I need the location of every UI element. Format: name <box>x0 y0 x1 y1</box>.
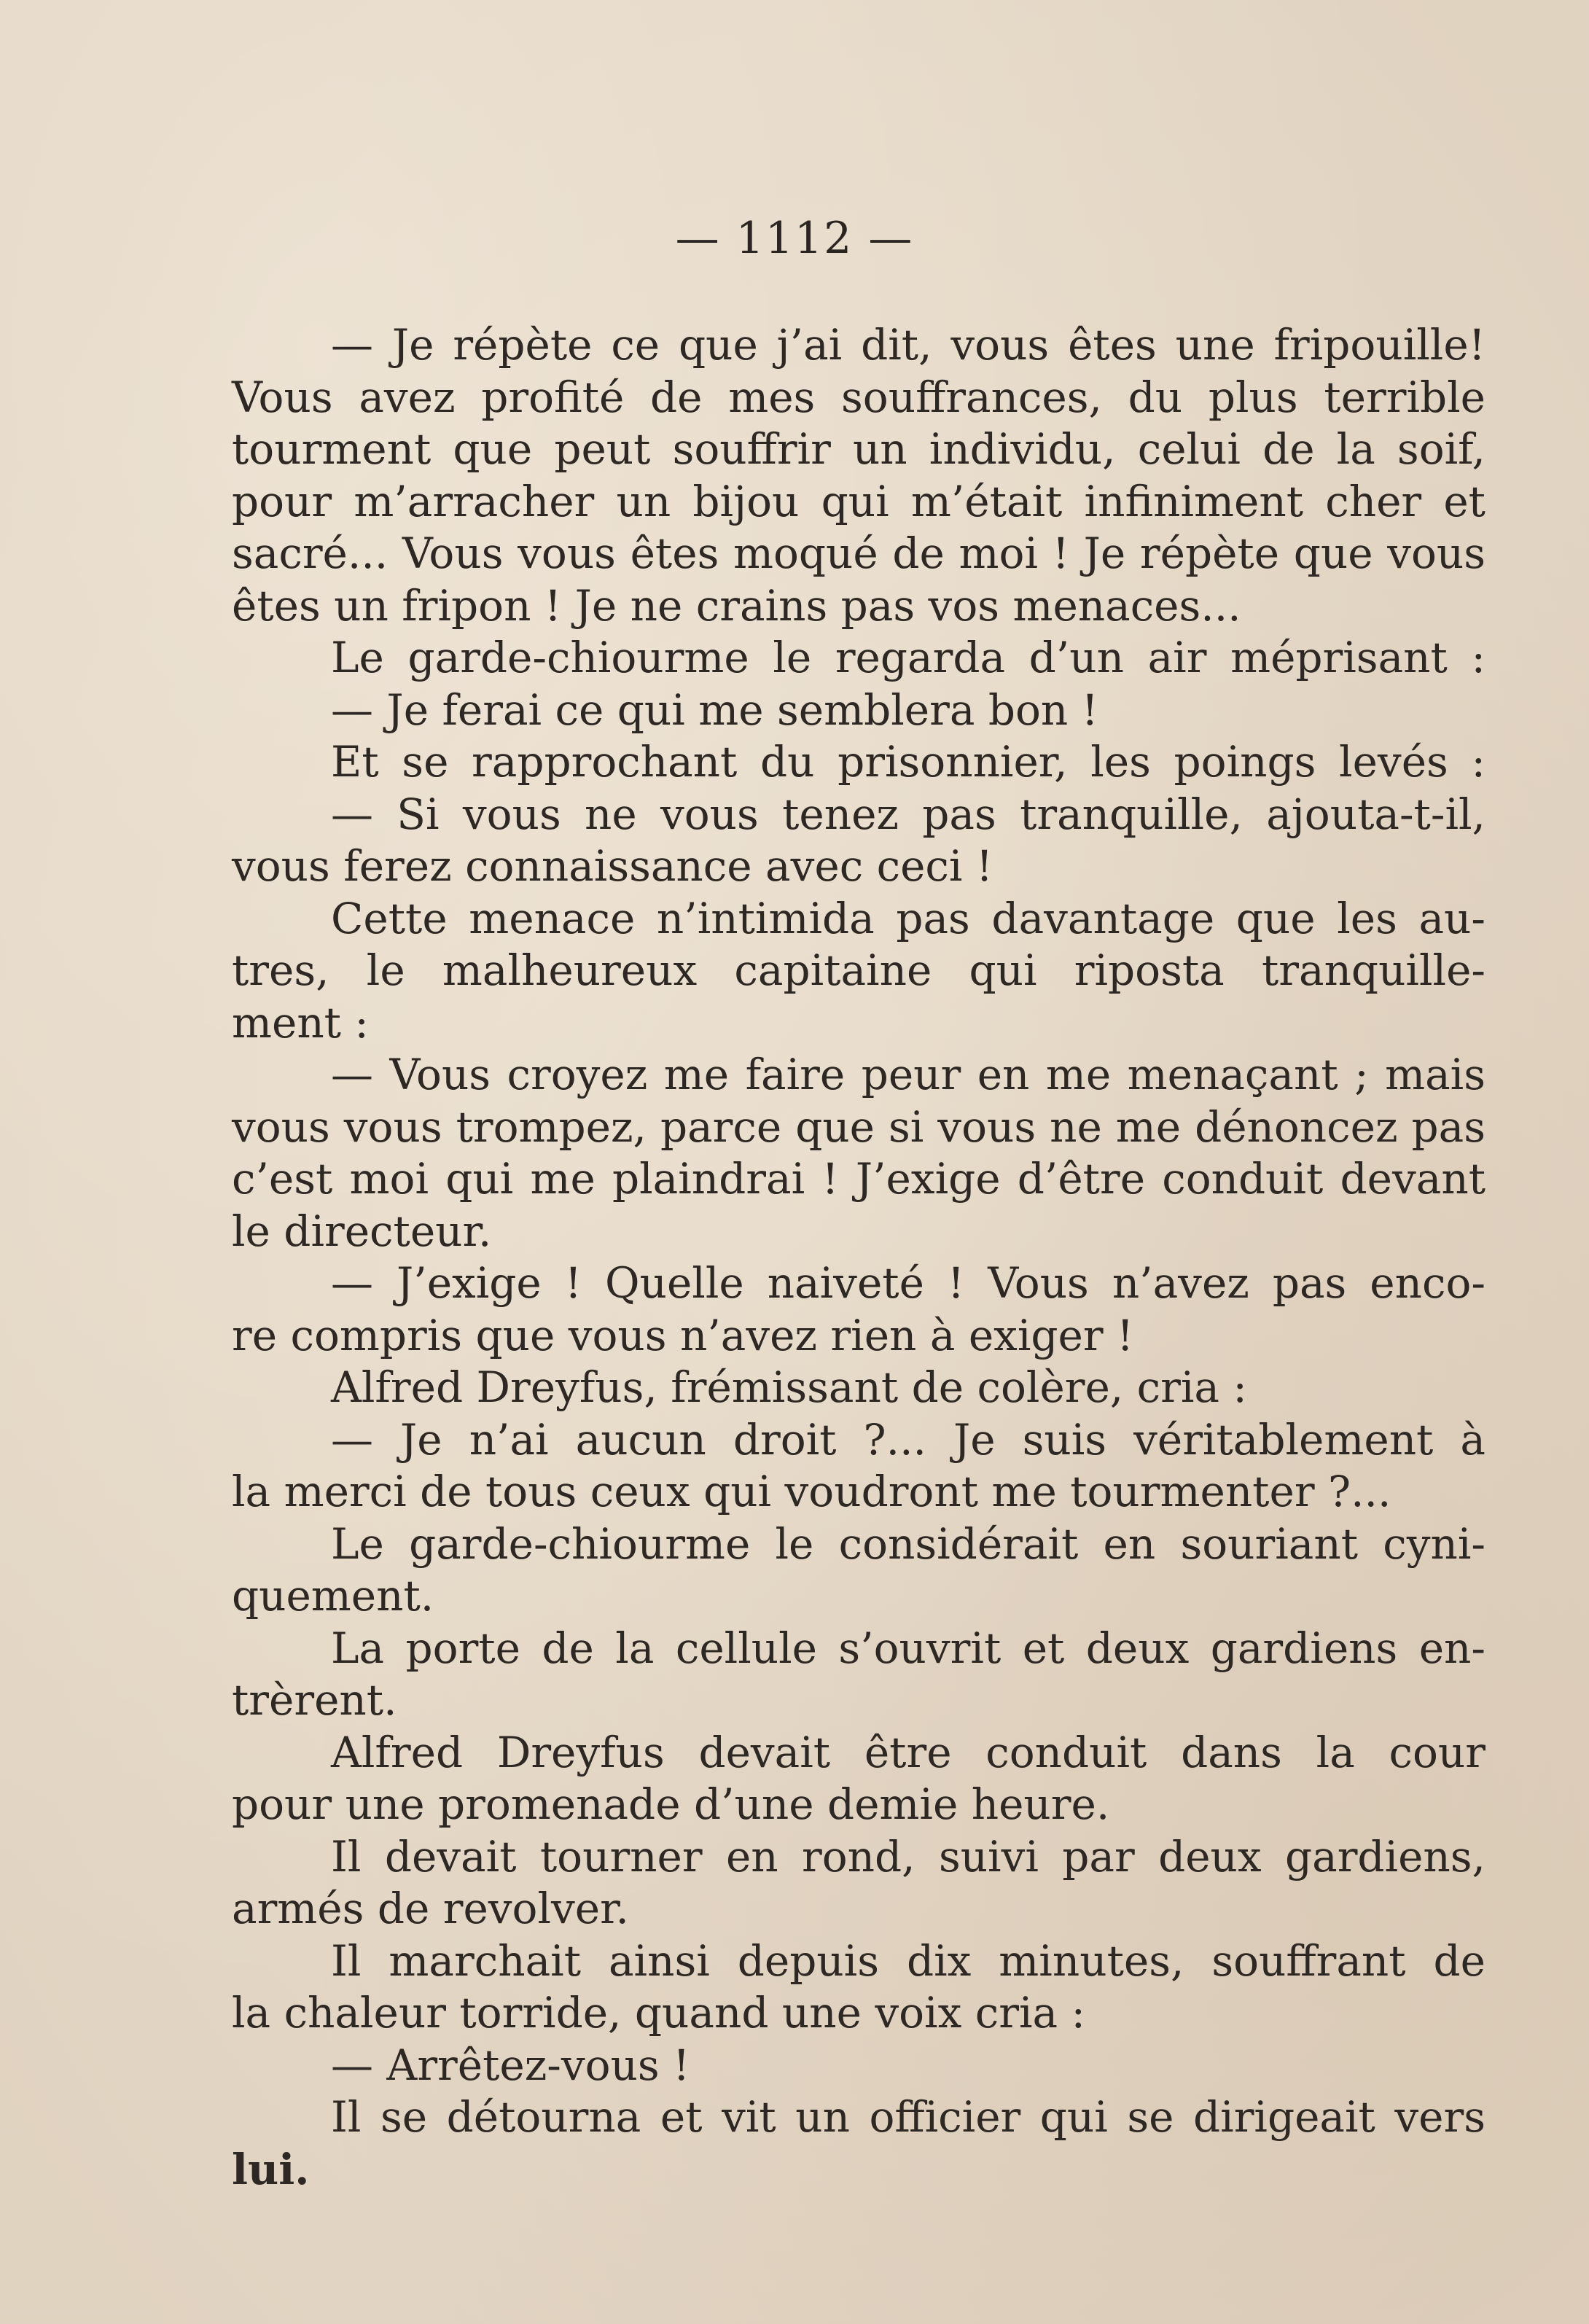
text-line: Il se détourna et vit un officier qui se dirigeait vers <box>331 2092 1485 2142</box>
text-line: — Je répète ce que j’ai dit, vous êtes une fripouille! <box>331 320 1485 370</box>
text-line: trèrent. <box>232 1675 397 1725</box>
text-line: Il devait tourner en rond, suivi par deux gardiens, <box>331 1831 1485 1882</box>
text-line: re compris que vous n’avez rien à exiger ! <box>232 1310 1134 1360</box>
text-line: Le garde-chiourme le regarda d’un air méprisant : <box>331 633 1485 682</box>
text-line: c’est moi qui me plaindrai ! J’exige d’être conduit devant <box>232 1154 1485 1204</box>
text-line: pour une promenade d’une demie heure. <box>232 1779 1110 1829</box>
page-number: — 1112 — <box>675 213 914 264</box>
text-line: La porte de la cellule s’ouvrit et deux gardiens en- <box>331 1623 1485 1673</box>
text-line: tres, le malheureux capitaine qui riposta tranquille- <box>232 945 1485 995</box>
text-line: armés de revolver. <box>232 1884 629 1933</box>
text-line: le directeur. <box>232 1206 492 1256</box>
text-line: Et se rapprochant du prisonnier, les poings levés : <box>331 737 1485 787</box>
text-line: — J’exige ! Quelle naiveté ! Vous n’avez pas enco- <box>331 1258 1485 1308</box>
text-line: la merci de tous ceux qui voudront me tourmenter ?... <box>232 1467 1391 1516</box>
text-line: la chaleur torride, quand une voix cria : <box>232 1988 1086 2038</box>
text-line: Alfred Dreyfus, frémissant de colère, cria : <box>331 1362 1247 1412</box>
text-line: lui. <box>232 2144 310 2194</box>
text-line: Alfred Dreyfus devait être conduit dans la cour <box>331 1727 1485 1777</box>
text-line: — Si vous ne vous tenez pas tranquille, ajouta-t-il, <box>331 789 1485 839</box>
text-line: Cette menace n’intimida pas davantage que les au- <box>331 893 1485 943</box>
text-line: Le garde-chiourme le considérait en souriant cyni- <box>331 1518 1485 1569</box>
text-line: — Arrêtez-vous ! <box>331 2040 690 2090</box>
text-line: sacré... Vous vous êtes moqué de moi ! Je répète que vous <box>232 529 1485 578</box>
text-line: — Vous croyez me faire peur en me menaçant ; mais <box>331 1050 1485 1099</box>
text-line: êtes un fripon ! Je ne crains pas vos menaces... <box>232 580 1241 631</box>
text-line: vous vous trompez, parce que si vous ne me dénoncez pas <box>232 1101 1485 1152</box>
text-line: Il marchait ainsi depuis dix minutes, souffrant de <box>331 1935 1485 1986</box>
text-line: tourment que peut souffrir un individu, celui de la soif, <box>232 424 1485 474</box>
text-line: ment : <box>232 997 369 1048</box>
text-line: pour m’arracher un bijou qui m’était infiniment cher et <box>232 476 1485 526</box>
text-line: vous ferez connaissance avec ceci ! <box>232 841 993 891</box>
text-line: — Je n’ai aucun droit ?... Je suis véritablement à <box>331 1414 1485 1465</box>
text-line: — Je ferai ce qui me semblera bon ! <box>331 685 1098 735</box>
body-text <box>232 319 1485 2196</box>
text-line: quement. <box>232 1571 434 1621</box>
text-line: Vous avez profité de mes souffrances, du plus terrible <box>232 372 1485 422</box>
